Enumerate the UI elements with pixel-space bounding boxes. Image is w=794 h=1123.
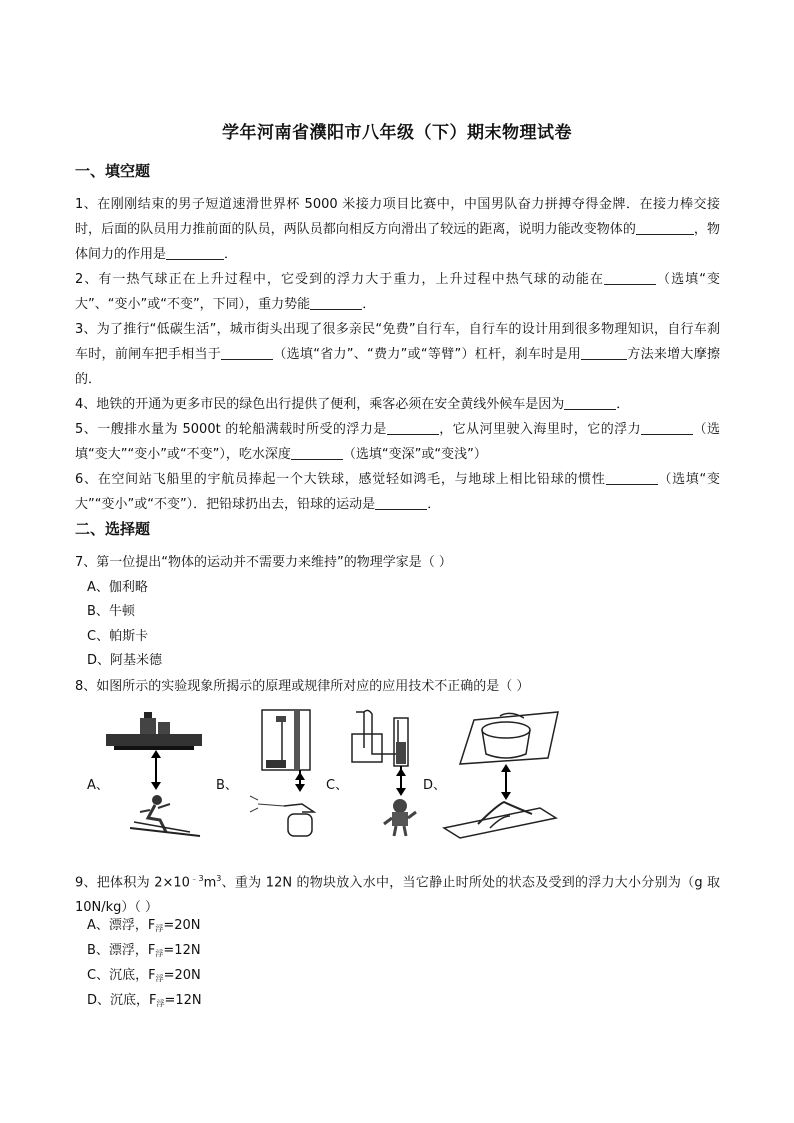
- question-4-text: 4、地铁的开通为更多市民的绿色出行提供了便利，乘客必须在安全黄线外候车是因为: [75, 397, 565, 412]
- question-3: [75, 317, 720, 392]
- question-1-text: 1、在刚刚结束的男子短道速滑世界杯 5000 米接力项目比赛中，中国男队奋力拼搏夺得金牌．在接力棒交接时，后面的队员用力推前面的队员，两队员都向相反方向滑出了较远的距离，说明力能改变物体的: [75, 197, 720, 237]
- answer-blank[interactable]: [375, 495, 427, 510]
- figure-a-pressure-skier: [100, 708, 210, 838]
- answer-blank[interactable]: [291, 445, 343, 460]
- question-9-option-b[interactable]: [87, 941, 201, 964]
- answer-blank[interactable]: [636, 220, 694, 235]
- option-subscript: 浮: [155, 924, 164, 933]
- question-1: [75, 192, 720, 267]
- question-9-option-a[interactable]: [87, 916, 201, 939]
- question-7-stem: 7、第一位提出“物体的运动并不需要力来维持”的物理学家是（ ）: [75, 555, 452, 570]
- option-text: =12N: [164, 993, 202, 1008]
- question-5-text: 5、一艘排水量为 5000t 的轮船满载时所受的浮力是: [75, 422, 387, 437]
- question-2-text: （选填“变大”、“变小”或“不变”，下同），重力势能: [75, 272, 720, 312]
- section-choice-heading: 二、选择题: [75, 520, 151, 538]
- question-3-text: 3、为了推行“低碳生活”，城市街头出现了很多亲民“免费”自行车，自行车的设计用到很多物理知识，自行车刹车时，前闸车把手相当于: [75, 322, 720, 362]
- answer-blank[interactable]: [581, 345, 627, 360]
- question-8-stem: 8、如图所示的实验现象所揭示的原理或规律所对应的应用技术不正确的是（ ）: [75, 679, 530, 694]
- question-7-option-c[interactable]: C、帕斯卡: [87, 629, 149, 644]
- question-6-text: （选填“变大”“变小”或“不变”）．把铅球扔出去，铅球的运动是: [75, 472, 720, 512]
- page-title: 学年河南省濮阳市八年级（下）期末物理试卷: [222, 123, 572, 143]
- option-text: B、漂浮，F: [87, 943, 156, 958]
- question-4-text: ．: [616, 397, 630, 412]
- answer-blank[interactable]: [387, 420, 439, 435]
- question-5-text: （选填“变深”或“变浅”）: [342, 447, 487, 462]
- figure-label-b: B、: [216, 778, 238, 793]
- question-1-text: ．: [224, 247, 238, 262]
- question-1-text: ，物体间力的作用是: [75, 222, 720, 262]
- figure-d-air-pressure-cup: [440, 706, 560, 840]
- option-subscript: 浮: [155, 974, 164, 983]
- option-subscript: 浮: [156, 999, 165, 1008]
- question-2: [75, 267, 720, 317]
- question-3-text: （选填“省力”、“费力”或“等臂”）杠杆，刹车时是用: [273, 347, 582, 362]
- exponent: 3: [216, 874, 222, 883]
- question-2-text: 2、有一热气球正在上升过程中，它受到的浮力大于重力，上升过程中热气球的动能在: [75, 272, 605, 287]
- answer-blank[interactable]: [221, 345, 273, 360]
- question-9-text: m: [203, 875, 217, 891]
- figure-label-d: D、: [423, 778, 447, 793]
- question-5-text: （选填“变大”“变小”或“不变”），吃水深度: [75, 422, 720, 462]
- question-9-text: 9、把体积为 2×10: [75, 875, 190, 891]
- option-text: D、沉底，F: [87, 993, 157, 1008]
- option-text: C、沉底，F: [87, 968, 156, 983]
- figure-label-a: A、: [87, 778, 109, 793]
- answer-blank[interactable]: [606, 470, 658, 485]
- option-text: =12N: [163, 943, 201, 958]
- option-subscript: 浮: [155, 949, 164, 958]
- question-4: [75, 392, 720, 417]
- question-6: [75, 467, 720, 517]
- section-fill-heading: 一、填空题: [75, 162, 151, 180]
- question-7-option-b[interactable]: B、牛顿: [87, 604, 135, 619]
- question-2-text: ．: [362, 297, 376, 312]
- answer-blank[interactable]: [641, 420, 693, 435]
- option-text: =20N: [163, 918, 201, 933]
- figure-b-spray-bottle: [244, 708, 324, 838]
- question-6-text: ．: [427, 497, 441, 512]
- exponent: ﹣3: [189, 874, 204, 883]
- figure-label-c: C、: [326, 778, 349, 793]
- question-9-option-d[interactable]: [87, 991, 202, 1014]
- question-6-text: 6、在空间站飞船里的宇航员捧起一个大铁球，感觉轻如鸿毛，与地球上相比铅球的惯性: [75, 472, 606, 487]
- question-9-text: 、重为 12N 的物块放入水中，当它静止时所处的状态及受到的浮力大小分别为（g 取 10N/kg）（ ）: [75, 875, 720, 916]
- question-7-option-a[interactable]: A、伽利略: [87, 580, 148, 595]
- answer-blank[interactable]: [310, 295, 362, 310]
- question-9-stem: [75, 866, 720, 920]
- question-3-text: 方法来增大摩擦的．: [75, 347, 720, 387]
- option-text: =20N: [163, 968, 201, 983]
- answer-blank[interactable]: [604, 270, 656, 285]
- answer-blank[interactable]: [564, 395, 616, 410]
- question-5: [75, 417, 720, 467]
- figure-c-utube-diver: [348, 708, 428, 838]
- question-9-option-c[interactable]: [87, 966, 201, 989]
- question-7-option-d[interactable]: D、阿基米德: [87, 653, 163, 668]
- answer-blank[interactable]: [166, 245, 224, 260]
- question-5-text: ，它从河里驶入海里时，它的浮力: [438, 422, 642, 437]
- option-text: A、漂浮，F: [87, 918, 156, 933]
